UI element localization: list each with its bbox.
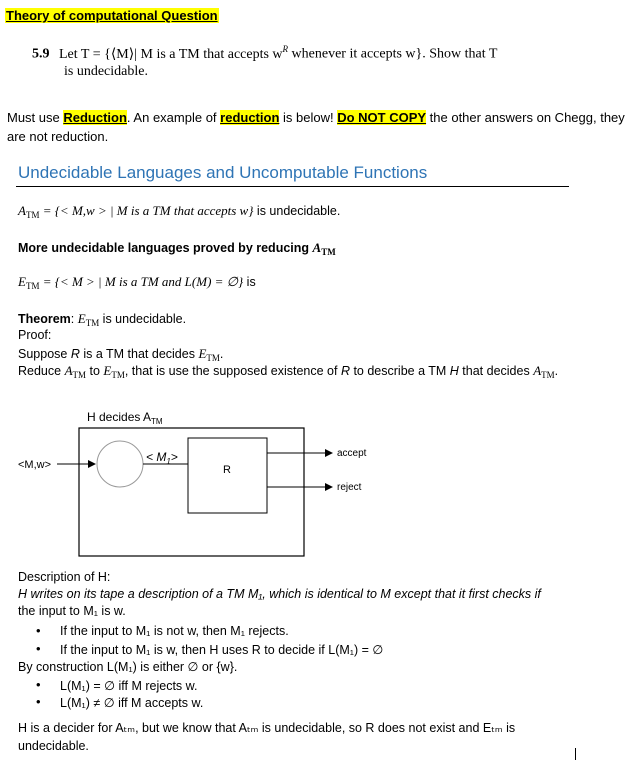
reduce-line: Reduce $A_{TM}$ to $E_{TM}$, that is use the supposed existence of R to describe a TM H that decides $A_{TM}$. (18, 363, 559, 380)
theorem: Theorem: $E_{TM}$ is undecidable. (18, 311, 187, 328)
reject-label: reject (337, 482, 362, 493)
section-divider (16, 186, 569, 187)
bullet-2: If the input to M₁ is w, then H uses R to decide if L(M₁) = ∅ (60, 643, 384, 657)
m1-builder-circle (97, 441, 143, 487)
problem-line-2: is undecidable. (64, 64, 148, 79)
bullet-dot: • (36, 694, 41, 709)
problem-number: 5.9 (32, 46, 50, 62)
more-undecidable-heading: More undecidable languages proved by reducing $A_{TM}$ (18, 240, 336, 257)
description-heading: Description of H: (18, 570, 111, 584)
reduction-diagram (0, 395, 641, 570)
svg-text:H decides ATM: H decides $A_{TM}$ (87, 410, 163, 426)
description-line-2: the input to M₁ is w. (18, 604, 126, 618)
bullet-dot: • (36, 677, 41, 692)
description-line-1: H writes on its tape a description of a TM M₁, which is identical to M except that it first checks if (18, 587, 541, 601)
bullet-dot: • (36, 641, 41, 656)
highlight-do-not-copy: Do NOT COPY (337, 110, 427, 125)
bullet-1: If the input to M₁ is not w, then M₁ rejects. (60, 624, 289, 638)
highlight-reduction-2: reduction (220, 110, 280, 125)
conclusion-line-2: undecidable. (18, 739, 89, 753)
svg-text:< M1>: < $M_1>$ (146, 450, 178, 466)
bullet-4: L(M₁) ≠ ∅ iff M accepts w. (60, 696, 204, 710)
bullet-dot: • (36, 623, 41, 638)
problem-line-1: 5.9 Let T = {⟨M⟩| M is a TM that accepts $w^R$ whenever it accepts w}. Show that T (32, 44, 498, 62)
text-cursor (575, 748, 576, 760)
atm-definition: $A_{TM}$ = {< M,w > | M is a TM that accepts w} is undecidable. (18, 203, 341, 220)
input-label: <M,w> (18, 459, 52, 471)
bullet-3: L(M₁) = ∅ iff M rejects w. (60, 679, 198, 693)
r-label: R (223, 464, 231, 476)
instruction-line-2: are not reduction. (7, 129, 109, 144)
header-title: Theory of computational Question (6, 8, 218, 23)
proof-label: Proof: (18, 328, 52, 342)
conclusion-line-1: H is a decider for Aₜₘ, but we know that Aₜₘ is undecidable, so R does not exist and Eₜₘ is (18, 721, 516, 735)
accept-label: accept (337, 448, 367, 459)
etm-definition: $E_{TM}$ = {< M > | M is a TM and L(M) = ∅} is (18, 274, 256, 291)
section-heading: Undecidable Languages and Uncomputable Functions (18, 163, 428, 182)
suppose-line: Suppose R is a TM that decides $E_{TM}$. (18, 346, 224, 363)
instruction-line-1: Must use Reduction. An example of reduction is below! Do NOT COPY the other answers on Chegg, they (7, 110, 625, 125)
construction-line: By construction L(M₁) is either ∅ or {w}. (18, 660, 238, 674)
highlight-reduction: Reduction (63, 110, 127, 125)
